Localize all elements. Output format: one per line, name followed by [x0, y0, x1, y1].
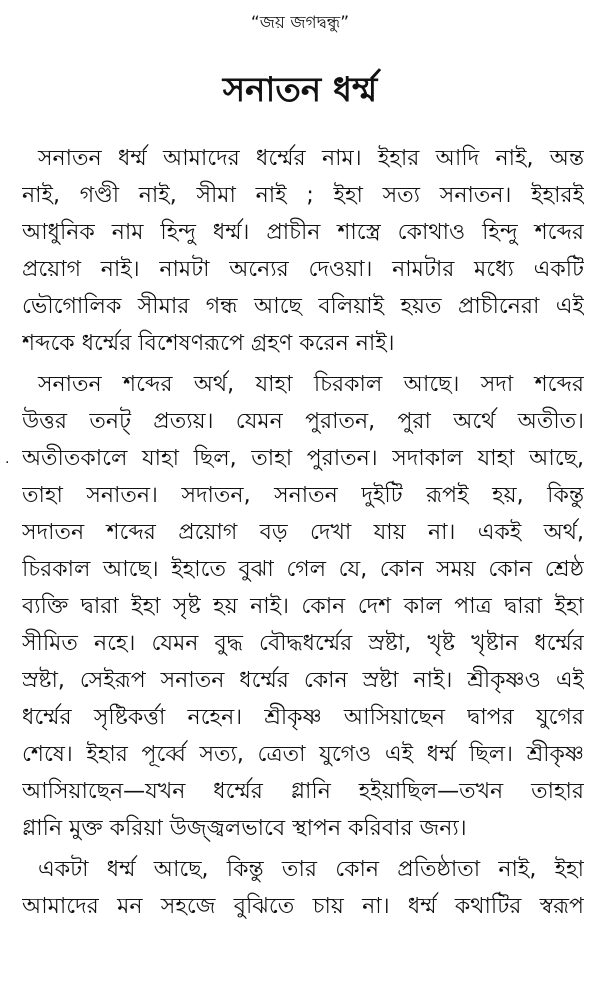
text-line: চিরকাল আছে। ইহাতে বুঝা গেল যে, কোন সময় কোন শ্রেষ্ঠ [22, 557, 584, 582]
text-line: সীমিত নহে। যেমন বুদ্ধ বৌদ্ধধর্ম্মের স্রষ্টা, খৃষ্ট খৃষ্টান ধর্ম্মের [22, 631, 584, 656]
text-line: ধর্ম্মের সৃষ্টিকর্ত্তা নহেন। শ্রীকৃষ্ণ আসিয়াছেন দ্বাপর যুগের [22, 705, 584, 730]
text-line: ব্যক্তি দ্বারা ইহা সৃষ্ট হয় নাই। কোন দেশ কাল পাত্র দ্বারা ইহা [22, 594, 584, 619]
text-line: উত্তর তনট্ প্রত্যয়। যেমন পুরাতন, পুরা অর্থে অতীত। [22, 409, 584, 434]
text-line: আধুনিক নাম হিন্দু ধর্ম্ম। প্রাচীন শাস্ত্রে কোথাও হিন্দু শব্দের [22, 220, 584, 245]
text-line: ভৌগোলিক সীমার গন্ধ আছে বলিয়াই হয়ত প্রাচীনেরা এই [22, 294, 584, 319]
page-title: সনাতন ধৰ্ম্ম [222, 70, 378, 110]
page-header-motto: “জয় জগদ্বন্ধু” [250, 13, 350, 33]
text-line: সদাতন শব্দের প্রয়োগ বড় দেখা যায় না। একই অর্থ, [22, 520, 584, 545]
paragraph-2 [22, 366, 584, 847]
text-line: তাহা সনাতন। সদাতন, সনাতন দুইটি রূপই হয়, কিন্তু [22, 483, 584, 508]
paragraph-1 [22, 140, 584, 362]
text-line: আসিয়াছেন—যখন ধর্ম্মের গ্লানি হইয়াছিল—তখন তাহার [22, 779, 584, 804]
text-line: অতীতকালে যাহা ছিল, তাহা পুরাতন। সদাকাল যাহা আছে, [22, 446, 584, 471]
text-line: শব্দকে ধর্ম্মের বিশেষণরূপে গ্রহণ করেন নাই। [22, 331, 395, 356]
text-line: আমাদের মন সহজে বুঝিতে চায় না। ধর্ম্ম কথাটির স্বরূপ [22, 894, 584, 919]
text-line: শেষে। ইহার পূর্ব্বে সত্য, ত্রেতা যুগেও এই ধর্ম্ম ছিল। শ্রীকৃষ্ণ [22, 742, 584, 767]
text-line: নাই, গণ্ডী নাই, সীমা নাই ; ইহা সত্য সনাতন। ইহারই [22, 183, 584, 208]
paragraph-3 [22, 851, 584, 925]
body-text [22, 140, 584, 929]
text-line: প্রয়োগ নাই। নামটা অন্যের দেওয়া। নামটার মধ্যে একটি [22, 257, 584, 282]
text-line: স্রষ্টা, সেইরূপ সনাতন ধর্ম্মের কোন স্রষ্টা নাই। শ্রীকৃষ্ণও এই [22, 668, 584, 693]
text-line: গ্লানি মুক্ত করিয়া উজ্জ্বলভাবে স্থাপন করিবার জন্য। [22, 816, 467, 841]
text-line: একটা ধর্ম্ম আছে, কিন্তু তার কোন প্রতিষ্ঠাতা নাই, ইহা [38, 857, 584, 882]
text-line: সনাতন শব্দের অর্থ, যাহা চিরকাল আছে। সদা শব্দের [38, 372, 584, 397]
margin-mark: . [5, 451, 10, 467]
text-line: সনাতন ধৰ্ম্ম আমাদের ধর্ম্মের নাম। ইহার আদি নাই, অন্ত [38, 146, 584, 171]
